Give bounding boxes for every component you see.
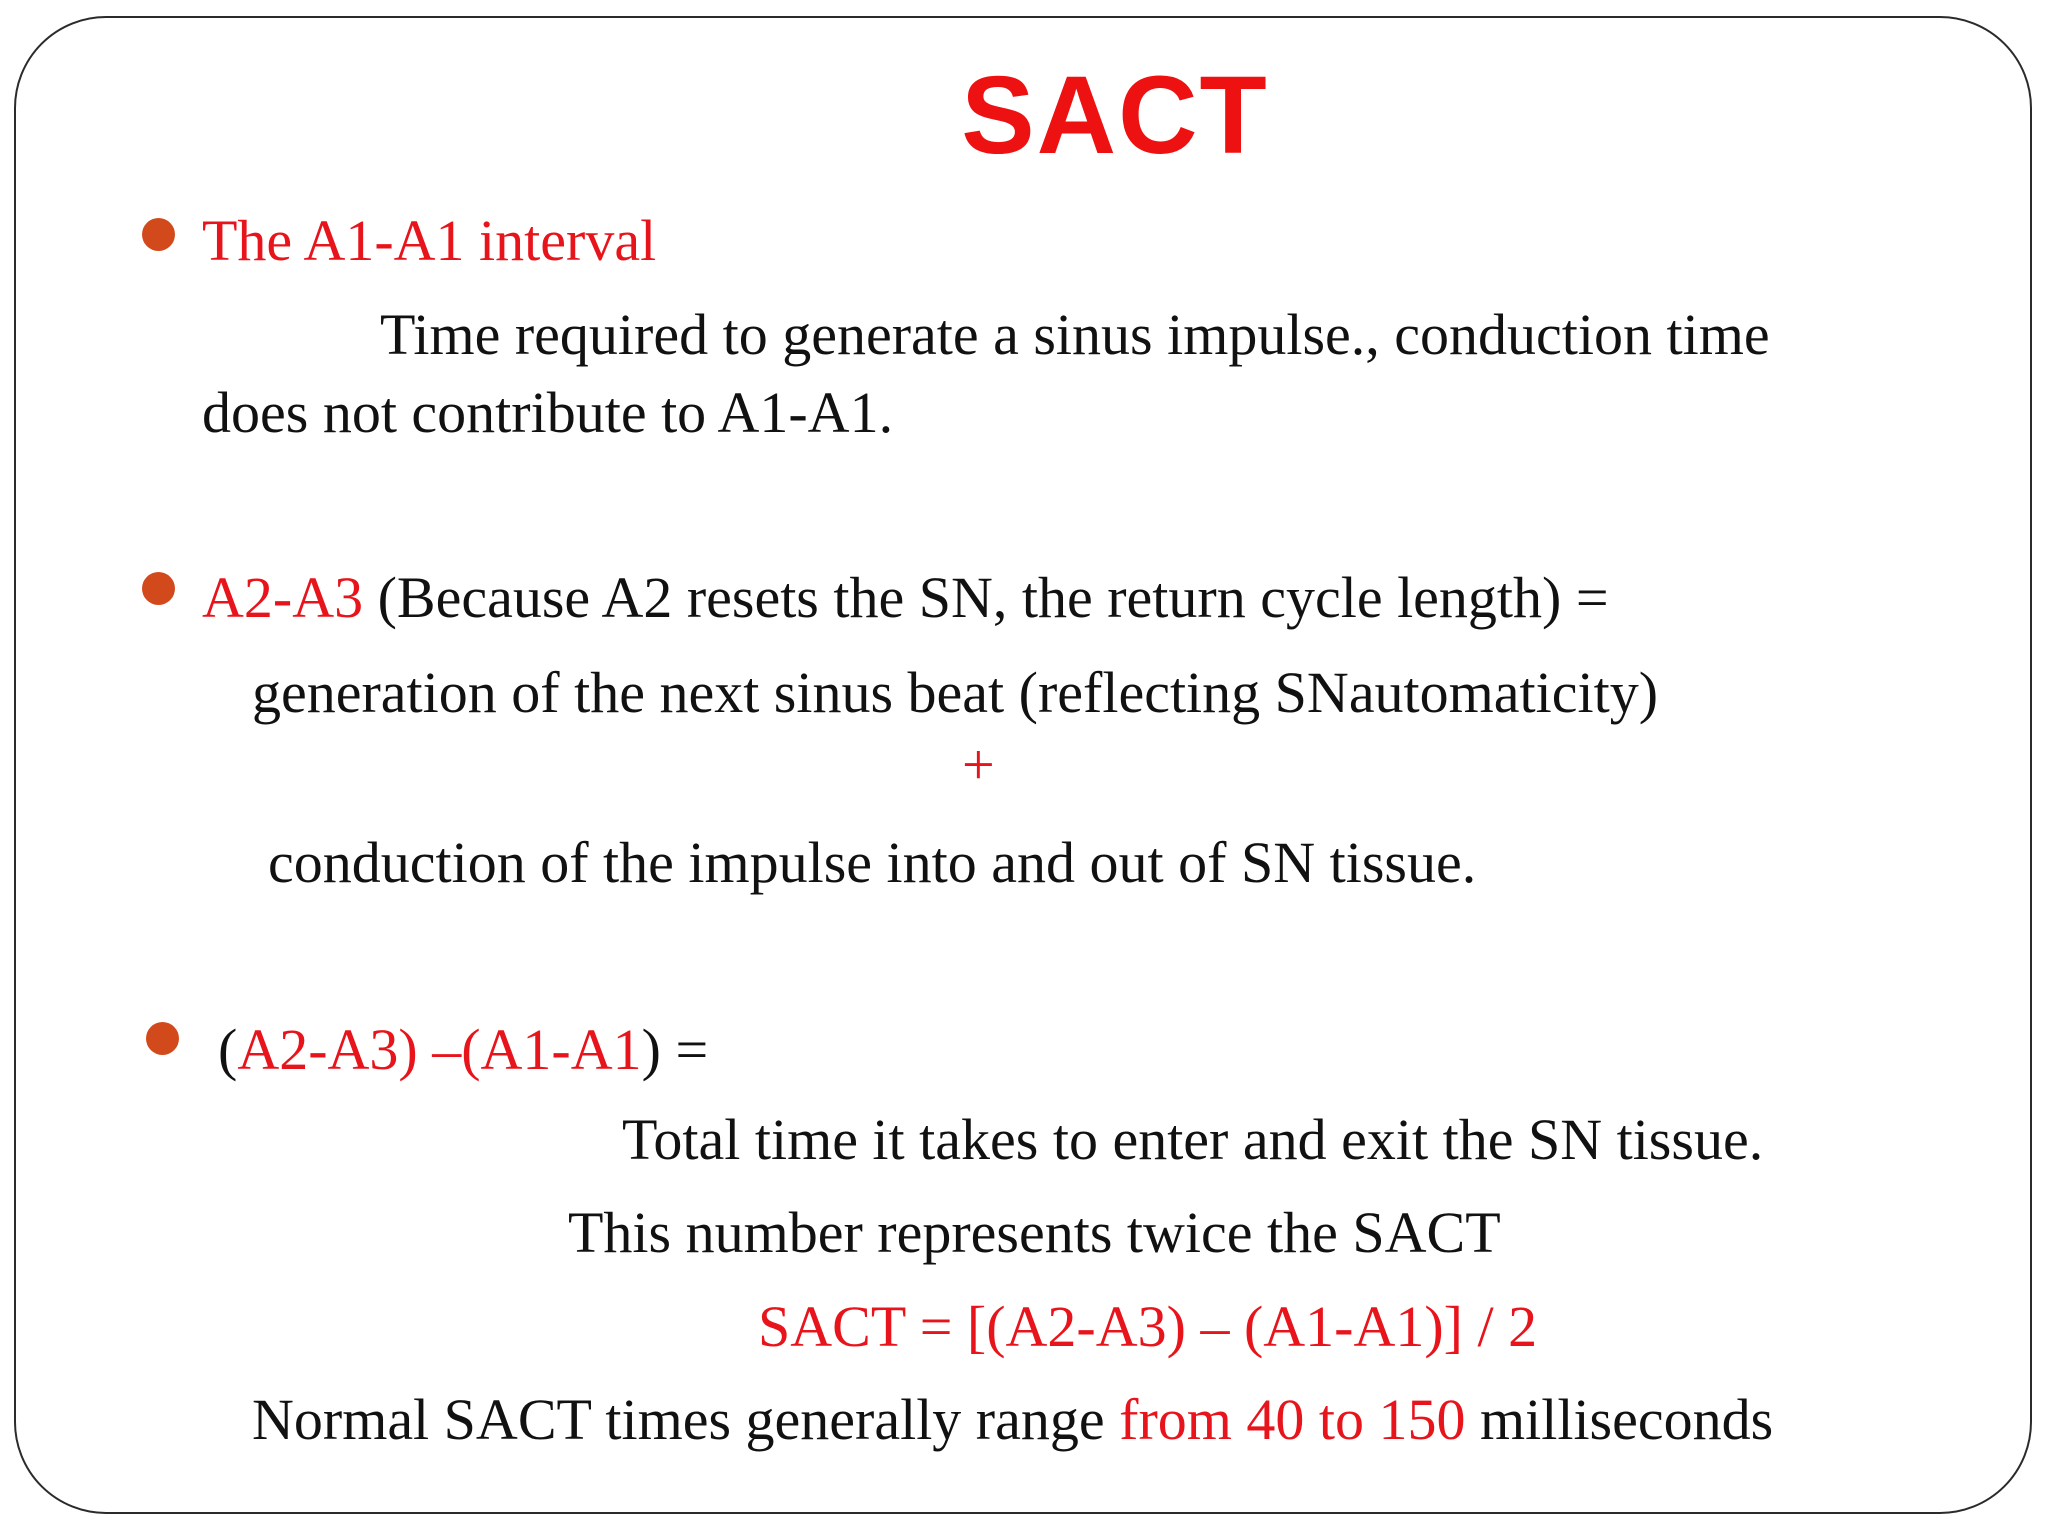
section-3-heading: [218, 1015, 708, 1085]
normal-range-prefix: Normal SACT times generally range: [252, 1387, 1120, 1452]
section-1-body-line-2: does not contribute to A1-A1.: [202, 380, 894, 445]
section-1-heading: The A1-A1 interval: [202, 208, 657, 273]
normal-range-suffix: milliseconds: [1465, 1387, 1774, 1452]
normal-range-value: from 40 to 150: [1119, 1387, 1466, 1452]
bullet-3: [146, 1022, 179, 1055]
section-3-heading-tail: ) =: [641, 1017, 709, 1082]
sact-formula: SACT = [(A2-A3) – (A1-A1)] / 2: [758, 1294, 1538, 1359]
bullet-2: [142, 572, 175, 605]
section-2-plus: +: [962, 732, 995, 797]
section-3-line-2: This number represents twice the SACT: [568, 1200, 1501, 1265]
section-2-line-2: conduction of the impulse into and out of SN tissue.: [268, 830, 1477, 895]
normal-range-line: [252, 1385, 1773, 1455]
bullet-1: [142, 218, 175, 251]
section-2-heading-term: A2-A3: [202, 565, 364, 630]
section-3-heading-term: A2-A3) –(A1-A1: [237, 1017, 642, 1082]
section-3-line-1: Total time it takes to enter and exit the SN tissue.: [622, 1107, 1764, 1172]
section-2-line-1: generation of the next sinus beat (reflecting SNautomaticity): [252, 660, 1659, 725]
slide-title: SACT: [961, 54, 1269, 177]
section-2-heading-text: (Because A2 resets the SN, the return cycle length) =: [363, 565, 1609, 630]
section-3-heading-paren: (: [218, 1017, 238, 1082]
section-1-body-line-1: Time required to generate a sinus impulse., conduction time: [380, 302, 1770, 367]
section-2-heading: [202, 563, 1609, 633]
